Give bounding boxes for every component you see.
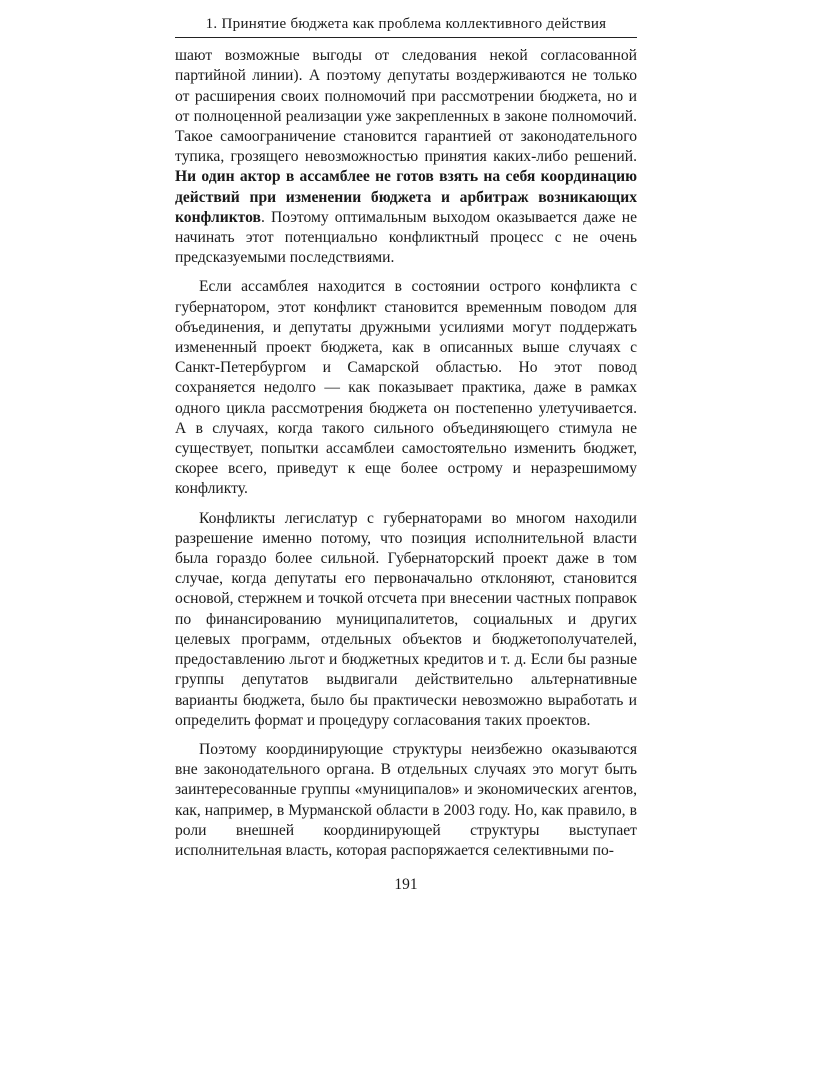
paragraph-4: Поэтому координирующие структуры неизбежно оказываются вне законодательного органа. В отдельных случаях это могут быть заинтересованные группы «муниципалов» и экономических агентов, как, например, в Мурманской области в 2003 году. Но, как правило, в роли внешней координирующей структуры выступает исполнительная власть, которая распоряжается селективными по- bbox=[175, 740, 637, 859]
paragraph-1-bold-emphasis: Ни один актор в ассамблее не готов взять на себя координацию действий при изменении бюджета и арбитраж возникающих конфликтов bbox=[175, 168, 637, 226]
book-page bbox=[175, 14, 637, 895]
paragraph-1-text-end: . Поэтому оптимальным выходом оказывается даже не начинать этот потенциально конфликтный процесс с не очень предсказуемыми последствиями. bbox=[175, 208, 637, 267]
paragraph-2: Если ассамблея находится в состоянии острого конфликта с губернатором, этот конфликт становится временным поводом для объединения, и депутаты дружными усилиями могут поддержать измененный проект бюджета, как в описанных выше случаях с Санкт-Петербургом и Самарской областью. Но этот повод сохраняется недолго — как показывает практика, даже в рамках одного цикла рассмотрения бюджета он постепенно улетучивается. А в случаях, когда такого сильного объединяющего стимула не существует, попытки ассамблеи самостоятельно изменить бюджет, скорее всего, приведут к еще более острому и неразрешимому конфликту. bbox=[175, 278, 637, 498]
running-head: 1. Принятие бюджета как проблема коллективного действия bbox=[175, 14, 637, 38]
page-number: 191 bbox=[394, 876, 418, 894]
paragraph-1 bbox=[175, 46, 637, 268]
paragraph-3: Конфликты легислатур с губернаторами во многом находили разрешение именно потому, что позиция исполнительной власти была гораздо более сильной. Губернаторский проект даже в том случае, когда депутаты его первоначально отклоняют, становится основой, стержнем и точкой отсчета при внесении частных поправок по финансированию муниципалитетов, социальных и других целевых программ, отдельных объектов и бюджетополучателей, предоставлению льгот и бюджетных кредитов и т. д. Если бы разные группы депутатов выдвигали действительно альтернативные варианты бюджета, было бы практически невозможно выработать и определить формат и процедуру согласования таких проектов. bbox=[175, 509, 637, 729]
paragraph-1-text-start: шают возможные выгоды от следования некой согласованной партийной линии). А поэтому депутаты воздерживаются не только от расширения своих полномочий при рассмотрении бюджета, но и от полноценной реализации уже закрепленных в законе полномочий. Такое самоограничение становится гарантией от законодательного тупика, грозящего невозможностью принятия каких-либо решений. bbox=[175, 47, 637, 166]
